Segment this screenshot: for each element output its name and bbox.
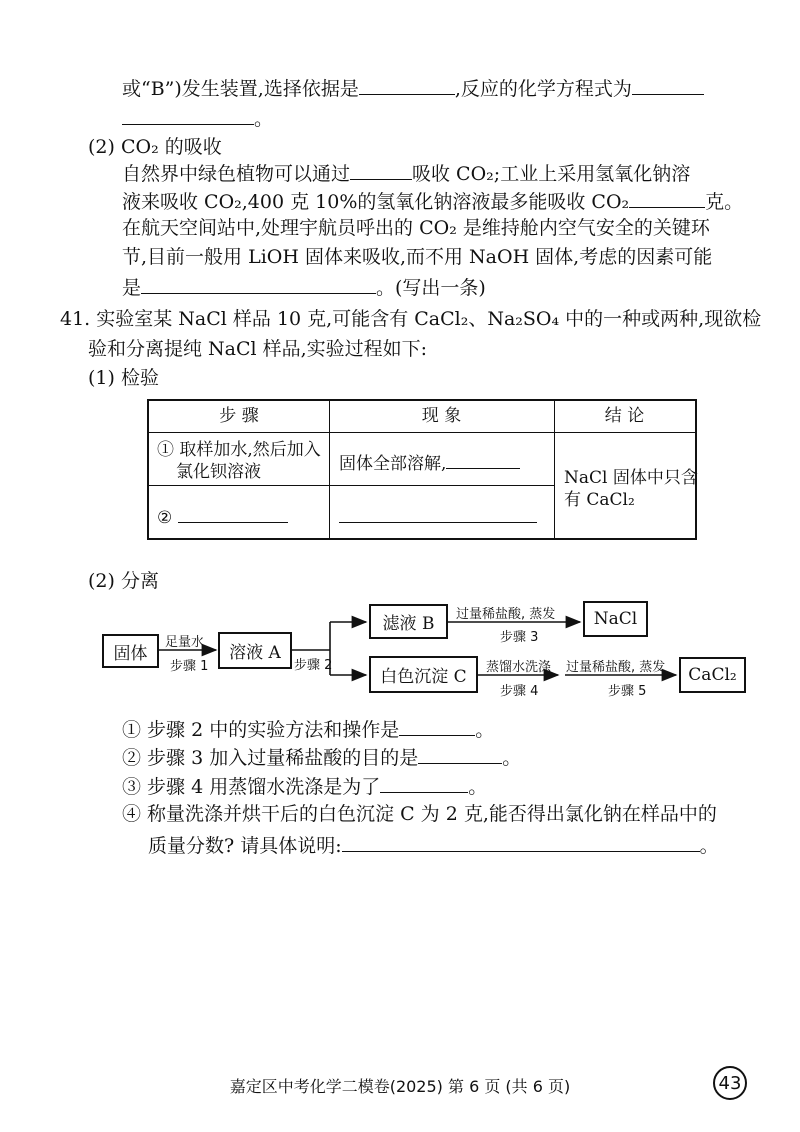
row2-step-num: ② [157, 508, 173, 528]
q2-l1-text-b: 吸收 CO₂;工业上采用氢氧化钠溶 [412, 163, 691, 185]
answer-blank-sub-q3[interactable] [380, 772, 468, 793]
sub-q1-text: ① 步骤 2 中的实验方法和操作是 [122, 719, 400, 741]
label-step-5: 步骤 5 [608, 684, 647, 699]
answer-blank-sub-q4[interactable] [342, 831, 700, 852]
intro-text-a: 或“B”)发生装置,选择依据是 [122, 78, 359, 100]
q41-line-2: 验和分离提纯 NaCl 样品,实验过程如下: [88, 338, 428, 360]
q41-part-1: (1) 检验 [88, 367, 159, 389]
page-footer: 嘉定区中考化学二模卷(2025) 第 6 页 (共 6 页) [229, 1077, 571, 1096]
sub-q3-period: 。 [468, 776, 488, 798]
box-filtrate-b: 滤液 B [369, 604, 448, 639]
q41-line-1: 41. 实验室某 NaCl 样品 10 克,可能含有 CaCl₂、Na₂SO₄ 中的一种或两种,现欲检 [60, 308, 762, 330]
box-cacl2: CaCl₂ [679, 657, 746, 693]
header-phenomenon: 现 象 [421, 406, 462, 426]
conclusion-b: 有 CaCl₂ [564, 490, 635, 510]
sub-question-1 [122, 715, 494, 743]
sub-question-4b [148, 831, 719, 859]
q2-l5-text-a: 是 [122, 277, 142, 299]
sub-q1-period: 。 [475, 719, 495, 741]
sub-q3-text: ③ 步骤 4 用蒸馏水洗涤是为了 [122, 776, 381, 798]
q2-l1-text-a: 自然界中绿色植物可以通过 [122, 163, 351, 185]
answer-blank-sub-q2[interactable] [418, 743, 502, 764]
label-water: 足量水 [165, 635, 205, 650]
row1-step-a: ① 取样加水,然后加入 [157, 440, 321, 460]
sub-question-4a: ④ 称量洗涤并烘干后的白色沉淀 C 为 2 克,能否得出氯化钠在样品中的 [122, 803, 717, 825]
row1-phenomenon-text: 固体全部溶解, [339, 454, 447, 474]
sub-q2-text: ② 步骤 3 加入过量稀盐酸的目的是 [122, 747, 419, 769]
row1-step-b: 氯化钡溶液 [176, 462, 261, 482]
intro-text-b: ,反应的化学方程式为 [454, 78, 632, 100]
sub-q4-text: 质量分数? 请具体说明: [148, 835, 342, 857]
label-acid-1: 过量稀盐酸, 蒸发 [456, 607, 556, 622]
sub-q4-period: 。 [699, 835, 719, 857]
header-conclusion: 结 论 [604, 406, 645, 426]
answer-blank-sub-q1[interactable] [399, 715, 475, 736]
page-number-badge: 43 [713, 1066, 747, 1100]
intro-line-end: 。 [254, 108, 274, 130]
label-step-4: 步骤 4 [500, 684, 539, 699]
q2-l2-text-b: 克。 [705, 191, 744, 213]
box-precipitate-c: 白色沉淀 C [369, 656, 478, 693]
q2-l2-text-a: 液来吸收 CO₂,400 克 10%的氢氧化钠溶液最多能吸收 CO₂ [122, 191, 630, 213]
header-step: 步 骤 [219, 406, 259, 426]
sub-question-3 [122, 772, 487, 800]
label-step-2: 步骤 2 [294, 658, 333, 673]
label-acid-2: 过量稀盐酸, 蒸发 [566, 660, 666, 675]
q41-part-2: (2) 分离 [88, 570, 159, 592]
sub-q2-period: 。 [502, 747, 522, 769]
q2-line-3: 在航天空间站中,处理宇航员呼出的 CO₂ 是维持舱内空气安全的关键环 [122, 217, 710, 239]
box-solid: 固体 [102, 634, 159, 668]
conclusion-a: NaCl 固体中只含 [564, 468, 698, 488]
q2-line-4: 节,目前一般用 LiOH 固体来吸收,而不用 NaOH 固体,考虑的因素可能 [122, 246, 713, 268]
q2-l5-text-b: 。(写出一条) [376, 277, 486, 299]
sub-question-2 [122, 743, 521, 771]
label-step-3: 步骤 3 [500, 630, 539, 645]
q2-heading: (2) CO₂ 的吸收 [88, 136, 222, 158]
label-wash: 蒸馏水洗涤 [486, 660, 552, 675]
box-nacl: NaCl [583, 601, 648, 637]
box-solution-a: 溶液 A [218, 632, 292, 669]
label-step-1: 步骤 1 [170, 659, 209, 674]
